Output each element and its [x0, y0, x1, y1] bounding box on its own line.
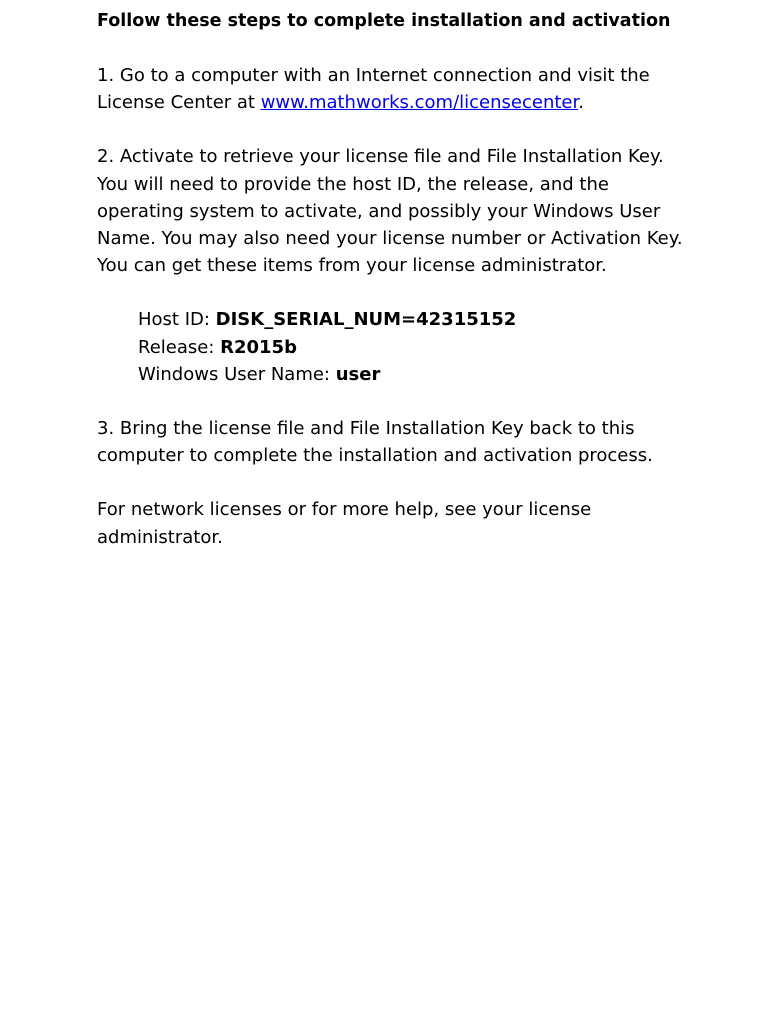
instructions-document — [97, 8, 687, 551]
spacer — [97, 279, 687, 306]
spacer — [97, 116, 687, 143]
spacer — [97, 469, 687, 496]
spacer — [97, 35, 687, 62]
release-line — [138, 334, 687, 361]
release-value: R2015b — [220, 336, 297, 358]
instructions-heading: Follow these steps to complete installation and activation — [97, 11, 671, 31]
help-footer: For network licenses or for more help, see your license administrator. — [97, 499, 592, 548]
host-id-label: Host ID: — [138, 309, 216, 331]
step-2: 2. Activate to retrieve your license file and File Installation Key. You will need to provide the host ID, the release, and the operating system to activate, and possibly your Windows User Name. You may also need your license number or Activation Key. You can get these items from your license administrator. — [97, 146, 683, 277]
windows-user-name-label: Windows User Name: — [138, 363, 336, 385]
host-id-value: DISK_SERIAL_NUM=42315152 — [215, 309, 517, 331]
step-1 — [97, 62, 687, 116]
windows-user-name-value: user — [335, 363, 381, 385]
step-1-text: 1. Go to a computer with an Internet connection and visit the License Center at — [97, 65, 650, 114]
step-1-period: . — [578, 92, 584, 114]
release-label: Release: — [138, 336, 221, 358]
spacer — [97, 388, 687, 415]
activation-info — [97, 306, 687, 388]
host-id-line — [138, 306, 687, 333]
windows-user-name-line — [138, 361, 687, 388]
license-center-link[interactable]: www.mathworks.com/licensecenter — [260, 92, 579, 114]
step-3: 3. Bring the license file and File Installation Key back to this computer to complete the installation and activation process. — [97, 418, 653, 467]
